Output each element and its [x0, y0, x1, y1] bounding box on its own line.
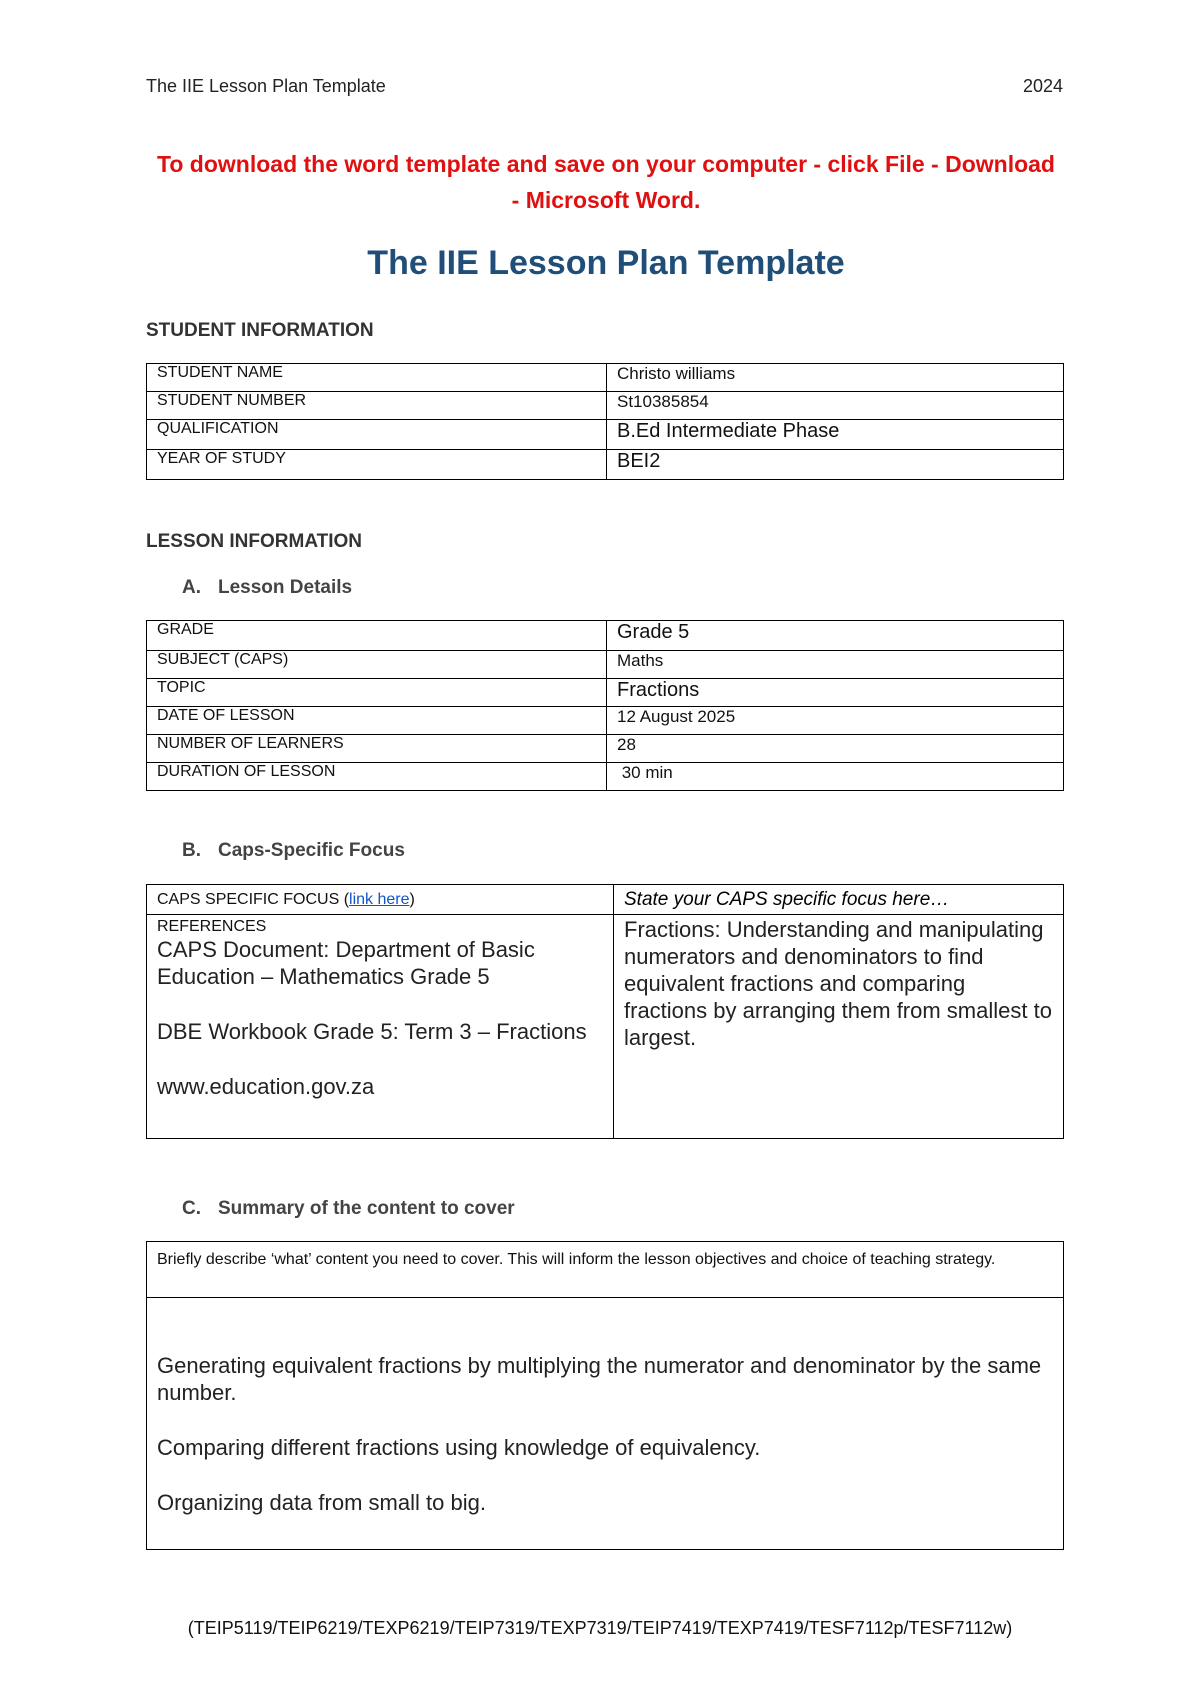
learners-label: NUMBER OF LEARNERS — [147, 735, 607, 763]
reference-caps-document: CAPS Document: Department of Basic Education – Mathematics Grade 5 — [157, 937, 535, 989]
content-summary-cell[interactable] — [147, 1298, 1064, 1550]
focus-text-cell[interactable] — [614, 915, 1064, 1139]
table-row — [147, 392, 1064, 420]
table-row — [147, 707, 1064, 735]
table-row — [147, 1242, 1064, 1298]
header-title: The IIE Lesson Plan Template — [146, 76, 386, 96]
table-row — [147, 679, 1064, 707]
caps-focus-label-text: CAPS SPECIFIC FOCUS ( — [157, 890, 350, 908]
date-label: DATE OF LESSON — [147, 707, 607, 735]
grade-value[interactable]: Grade 5 — [607, 621, 1064, 651]
table-row — [147, 420, 1064, 450]
table-row — [147, 885, 1064, 915]
duration-value[interactable]: 30 min — [607, 763, 1064, 791]
section-b-letter: B. — [182, 840, 201, 861]
grade-label: GRADE — [147, 621, 607, 651]
summary-item: Comparing different fractions using knowledge of equivalency. — [157, 1435, 761, 1460]
subject-value[interactable]: Maths — [607, 651, 1064, 679]
section-a-letter: A. — [182, 577, 201, 598]
caps-focus-table — [146, 884, 1064, 1139]
subject-label: SUBJECT (CAPS) — [147, 651, 607, 679]
section-a-title: Lesson Details — [218, 577, 353, 598]
student-name-label: STUDENT NAME — [147, 364, 607, 392]
references-label: REFERENCES — [157, 918, 267, 935]
section-b-heading — [182, 840, 405, 862]
summary-item: Generating equivalent fractions by multiplying the numerator and denominator by the same number. — [157, 1353, 1042, 1405]
date-value[interactable]: 12 August 2025 — [607, 707, 1064, 735]
footer-codes: (TEIP5119/TEIP6219/TEXP6219/TEIP7319/TEXP7319/TEIP7419/TEXP7419/TESF7112p/TESF7112w) — [187, 1618, 1013, 1638]
download-notice-line-2: - Microsoft Word. — [511, 187, 701, 213]
caps-focus-label-end: ) — [409, 890, 415, 908]
table-row — [147, 364, 1064, 392]
topic-value[interactable]: Fractions — [607, 679, 1064, 707]
header-year: 2024 — [1022, 76, 1063, 96]
table-row — [147, 1298, 1064, 1550]
references-cell[interactable] — [147, 915, 614, 1139]
caps-focus-text: Fractions: Understanding and manipulating numerators and denominators to find equivalent fractions and comparing fractions by arranging them from smallest to largest. — [624, 917, 1052, 1050]
section-c-heading — [182, 1198, 515, 1220]
table-row — [147, 651, 1064, 679]
student-number-label: STUDENT NUMBER — [147, 392, 607, 420]
table-row — [147, 915, 1064, 1139]
summary-item: Organizing data from small to big. — [157, 1490, 486, 1515]
document-title: The IIE Lesson Plan Template — [367, 244, 845, 282]
section-c-title: Summary of the content to cover — [218, 1198, 515, 1219]
learners-value[interactable]: 28 — [607, 735, 1064, 763]
content-summary-prompt: Briefly describe ‘what’ content you need to cover. This will inform the lesson objectives and choice of teaching strategy. — [147, 1242, 1064, 1298]
content-summary-table — [146, 1241, 1064, 1550]
lesson-details-table — [146, 620, 1064, 791]
caps-focus-prompt: State your CAPS specific focus here… — [614, 885, 1064, 915]
reference-website: www.education.gov.za — [157, 1074, 375, 1099]
qualification-label: QUALIFICATION — [147, 420, 607, 450]
student-info-table — [146, 363, 1064, 480]
download-notice — [140, 146, 1072, 218]
section-a-heading — [182, 577, 352, 599]
reference-dbe-workbook: DBE Workbook Grade 5: Term 3 – Fractions — [157, 1019, 587, 1044]
section-b-title: Caps-Specific Focus — [218, 840, 405, 861]
topic-label: TOPIC — [147, 679, 607, 707]
section-c-letter: C. — [182, 1198, 201, 1219]
qualification-value[interactable]: B.Ed Intermediate Phase — [607, 420, 1064, 450]
duration-label: DURATION OF LESSON — [147, 763, 607, 791]
year-of-study-label: YEAR OF STUDY — [147, 450, 607, 480]
caps-link[interactable]: link here — [349, 890, 410, 908]
student-number-value[interactable]: St10385854 — [607, 392, 1064, 420]
student-name-value[interactable]: Christo williams — [607, 364, 1064, 392]
table-row — [147, 621, 1064, 651]
table-row — [147, 735, 1064, 763]
download-notice-line-1: To download the word template and save on your computer - click File - Download — [157, 151, 1055, 177]
caps-focus-label — [147, 885, 614, 915]
student-info-heading: STUDENT INFORMATION — [146, 320, 374, 341]
table-row — [147, 450, 1064, 480]
lesson-info-heading: LESSON INFORMATION — [146, 531, 363, 552]
table-row — [147, 763, 1064, 791]
year-of-study-value[interactable]: BEI2 — [607, 450, 1064, 480]
